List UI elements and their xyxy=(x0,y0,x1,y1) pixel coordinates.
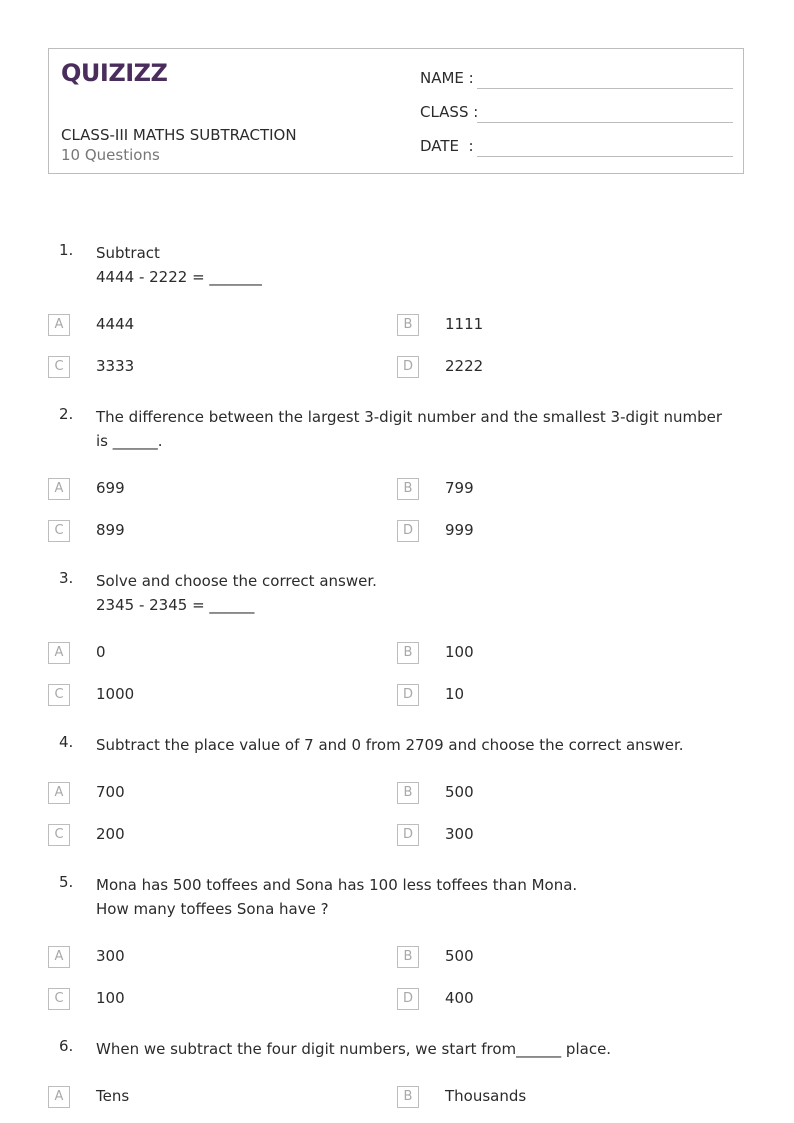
question-text: Mona has 500 toffees and Sona has 100 less toffees than Mona. How many toffees Sona have ? xyxy=(96,876,578,918)
option-letter: D xyxy=(397,824,419,846)
option-text: 500 xyxy=(445,947,474,965)
option-text: Thousands xyxy=(445,1087,527,1105)
question-count: 10 Questions xyxy=(61,146,160,164)
option-text: 799 xyxy=(445,479,474,497)
option-letter: D xyxy=(397,988,419,1010)
option-text: 700 xyxy=(96,783,125,801)
option-text: 400 xyxy=(445,989,474,1007)
option-letter: A xyxy=(48,946,70,968)
question-text: When we subtract the four digit numbers, we start from______ place. xyxy=(96,1040,612,1058)
date-label: DATE : xyxy=(420,137,474,155)
date-line[interactable] xyxy=(477,156,733,157)
question-number: 5. xyxy=(59,873,74,891)
question-text: The difference between the largest 3-digit number and the smallest 3-digit number is ______. xyxy=(96,408,727,450)
question-text: Subtract 4444 - 2222 = _______ xyxy=(96,244,262,286)
option-text: 3333 xyxy=(96,357,135,375)
option-text: 300 xyxy=(445,825,474,843)
name-label: NAME : xyxy=(420,69,474,87)
question-number: 1. xyxy=(59,241,74,259)
option-text: 899 xyxy=(96,521,125,539)
question-number: 2. xyxy=(59,405,74,423)
option-letter: B xyxy=(397,1086,419,1108)
question-number: 3. xyxy=(59,569,74,587)
option-text: 200 xyxy=(96,825,125,843)
option-letter: A xyxy=(48,478,70,500)
option-letter: A xyxy=(48,642,70,664)
option-letter: B xyxy=(397,782,419,804)
name-line[interactable] xyxy=(477,88,733,89)
option-text: 999 xyxy=(445,521,474,539)
option-text: 100 xyxy=(445,643,474,661)
question-text: Subtract the place value of 7 and 0 from 2709 and choose the correct answer. xyxy=(96,736,684,754)
option-letter: A xyxy=(48,314,70,336)
option-text: 2222 xyxy=(445,357,484,375)
option-letter: B xyxy=(397,478,419,500)
option-text: 300 xyxy=(96,947,125,965)
worksheet-title: CLASS-III MATHS SUBTRACTION xyxy=(61,126,297,144)
question-number: 6. xyxy=(59,1037,74,1055)
option-text: 500 xyxy=(445,783,474,801)
option-letter: A xyxy=(48,1086,70,1108)
question-text: Solve and choose the correct answer. 2345 - 2345 = ______ xyxy=(96,572,377,614)
option-text: 699 xyxy=(96,479,125,497)
option-text: 0 xyxy=(96,643,106,661)
option-text: 100 xyxy=(96,989,125,1007)
option-text: 4444 xyxy=(96,315,135,333)
option-letter: B xyxy=(397,946,419,968)
option-text: 1000 xyxy=(96,685,135,703)
option-letter: C xyxy=(48,824,70,846)
option-text: 1111 xyxy=(445,315,484,333)
quizizz-logo: QUIZIZZ xyxy=(61,59,168,87)
option-letter: C xyxy=(48,520,70,542)
worksheet-header xyxy=(48,48,744,174)
option-letter: A xyxy=(48,782,70,804)
class-label: CLASS : xyxy=(420,103,479,121)
option-letter: C xyxy=(48,684,70,706)
option-letter: C xyxy=(48,356,70,378)
option-letter: C xyxy=(48,988,70,1010)
class-line[interactable] xyxy=(477,122,733,123)
option-letter: B xyxy=(397,314,419,336)
option-letter: D xyxy=(397,520,419,542)
option-text: 10 xyxy=(445,685,465,703)
option-letter: D xyxy=(397,356,419,378)
question-number: 4. xyxy=(59,733,74,751)
option-letter: B xyxy=(397,642,419,664)
option-text: Tens xyxy=(96,1087,130,1105)
option-letter: D xyxy=(397,684,419,706)
